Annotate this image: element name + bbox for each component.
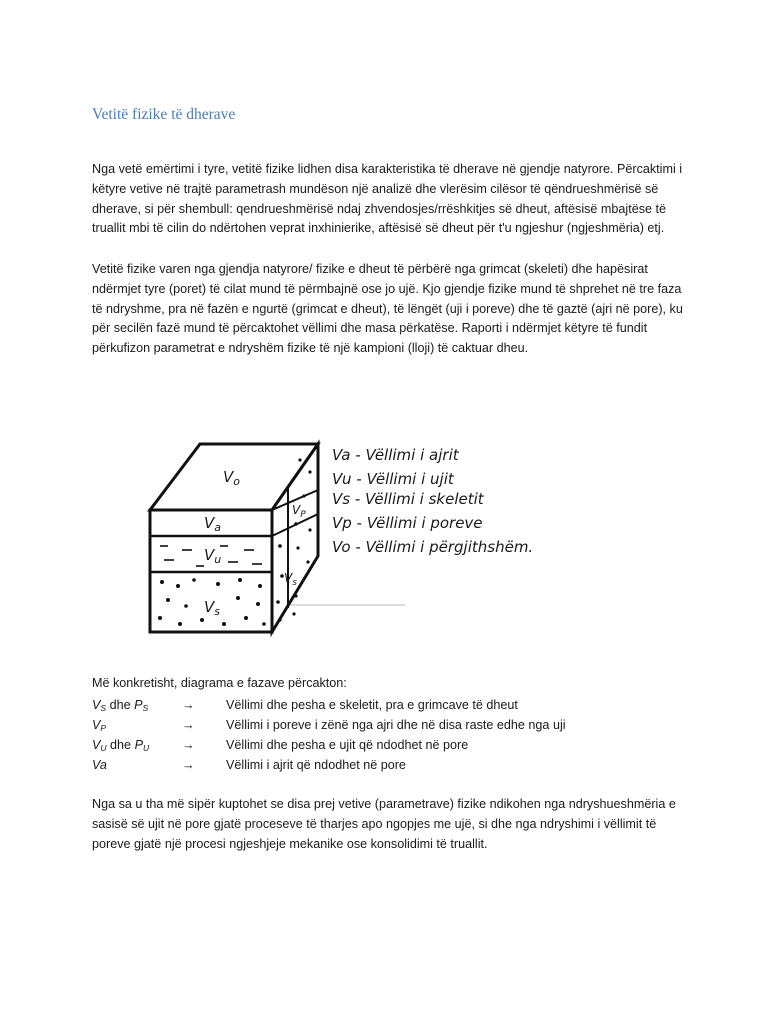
legend-line: Va - Vëllimi i ajrit: [332, 446, 459, 464]
legend-line: Vo - Vëllimi i përgjithshëm.: [332, 538, 534, 556]
figure-legend: [332, 446, 533, 556]
arrow-icon: →: [182, 718, 195, 732]
definition-list: [92, 695, 692, 775]
definition-text: Vëllimi i ajrit që ndodhet në pore: [226, 758, 406, 772]
arrow-icon: →: [182, 738, 195, 752]
label-water: $V_u$: [204, 546, 222, 566]
definition-term: $V_U$ dhe $P_U$: [92, 738, 150, 753]
label-air: $V_a$: [204, 514, 222, 534]
arrow-icon: →: [182, 698, 195, 712]
paragraph-phases: Vetitë fizike varen nga gjendja natyrore/ fizike e dheut të përbërë nga grimcat (skeleti) dhe hapësirat ndërmjet tyre (poret) të cilat mund të përmbajnë ose jo ujë. Kjo gjendje fizike mund të shprehet në tre faza të ndryshme, pra në fazën e ngurtë (grimcat e dheut), të lëngët (uji i poreve) dhe të gaztë (ajri në pore), ku për secilën fazë mund të përcaktohet vëllimi dhe masa përkatëse. Raporti i ndërmjet këtyre të fundit përkufizon parametrat e ndryshëm fizike të një kampioni (lloji) të caktuar dheu.: [92, 262, 683, 356]
definition-term: Va: [92, 758, 107, 772]
legend-line: Vs - Vëllimi i skeletit: [332, 490, 484, 508]
definition-row: [92, 695, 692, 715]
phase-diagram-drawing: [120, 400, 560, 640]
legend-line: Vp - Vëllimi i poreve: [332, 514, 483, 532]
definition-row: [92, 755, 692, 775]
definition-term: $V_S$ dhe $P_S$: [92, 698, 149, 713]
phase-diagram-figure: [120, 400, 560, 640]
paragraph-conclusion: Nga sa u tha më sipër kuptohet se disa prej vetive (parametrave) fizike ndikohen nga ndryshueshmëria e sasisë së ujit në pore gjatë proceseve të tharjes apo ngopjes me ujë, si dhe nga ndryshimi i vëllimit të poreve gjatë një procesi ngjeshjeje mekanike ose konsolidimi të truallit.: [92, 797, 676, 851]
label-side-pores: $V_P$: [292, 503, 306, 520]
section-heading: Vetitë fizike të dherave: [92, 106, 236, 123]
paragraph-intro: Nga vetë emërtimi i tyre, vetitë fizike lidhen disa karakteristika të dherave në gjendje natyrore. Përcaktimi i këtyre vetive në trajtë parametrash mundëson një analizë dhe vlerësim cilësor të qëndrueshmërisë së dherave, si për shembull: qendrueshmërisë ndaj zhvendosjes/rrëshkitjes së dheut, aftësisë mbajtëse të truallit mbi të cilin do ndërtohen veprat inxhinierike, aftësisë së dheut për t'u ngjeshur (ngjeshmëria) etj.: [92, 162, 683, 236]
definition-text: Vëllimi dhe pesha e skeletit, pra e grimcave të dheut: [226, 698, 518, 712]
label-top: $V_o$: [223, 468, 240, 488]
label-solid: $V_s$: [204, 598, 220, 618]
definition-row: [92, 715, 692, 735]
definition-term: $V_P$: [92, 718, 107, 733]
definition-text: Vëllimi dhe pesha e ujit që ndodhet në pore: [226, 738, 469, 752]
definition-row: [92, 735, 692, 755]
legend-line: Vu - Vëllimi i ujit: [332, 470, 454, 488]
list-intro: Më konkretisht, diagrama e fazave përcakton:: [92, 676, 347, 690]
arrow-icon: →: [182, 758, 195, 772]
label-side-solid: $V_s$: [284, 571, 297, 588]
definition-text: Vëllimi i poreve i zënë nga ajri dhe në disa raste edhe nga uji: [226, 718, 566, 732]
